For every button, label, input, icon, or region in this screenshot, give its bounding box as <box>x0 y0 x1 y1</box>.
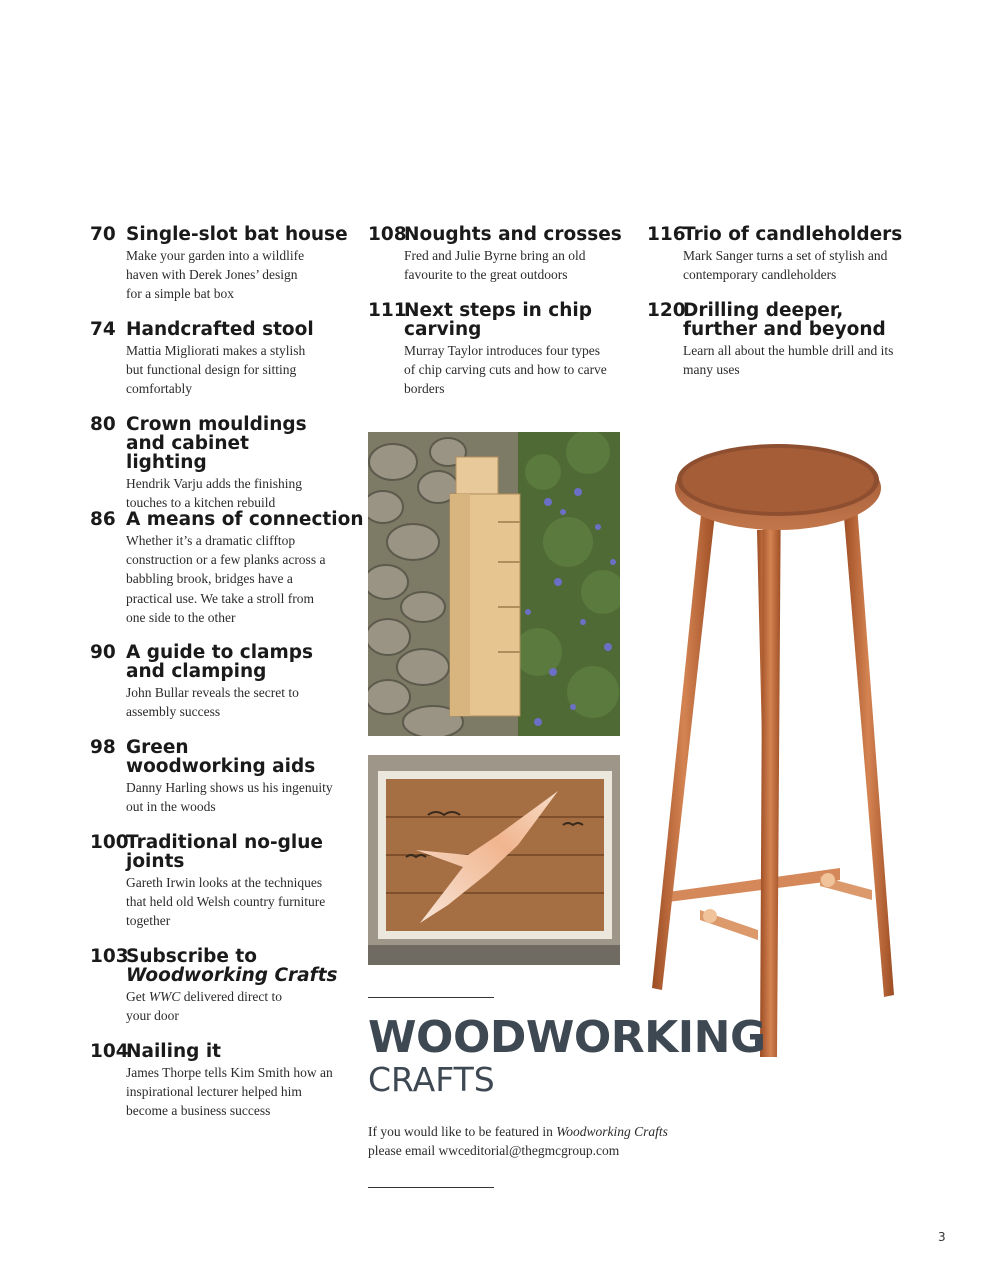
contents-entry-104 <box>90 1042 350 1121</box>
contents-entry-80 <box>90 415 350 512</box>
desc-text: Get <box>126 989 146 1004</box>
entry-description: Fred and Julie Byrne bring an old favourite to the great outdoors <box>404 248 586 283</box>
contents-entry-74 <box>90 320 350 399</box>
entry-page-number: 108 <box>368 224 407 245</box>
entry-title: Traditional no-glue joints <box>126 832 323 872</box>
entry-page-number: 100 <box>90 832 129 853</box>
entry-description: Learn all about the humble drill and its many uses <box>683 343 894 378</box>
entry-title: Handcrafted stool <box>126 319 314 340</box>
contents-entry-120 <box>647 301 927 379</box>
magazine-logo-crafts: CRAFTS <box>368 1060 495 1099</box>
entry-title: A means of connection <box>126 509 364 530</box>
contents-entry-103 <box>90 947 350 1025</box>
entry-page-number: 116 <box>647 224 686 245</box>
contents-entry-108 <box>368 225 638 284</box>
entry-page-number: 98 <box>90 737 116 758</box>
entry-page-number: 104 <box>90 1041 129 1062</box>
magazine-name: Woodworking Crafts <box>556 1124 668 1139</box>
contents-entry-98 <box>90 738 350 816</box>
entry-title: Trio of candleholders <box>683 224 903 245</box>
page-number: 3 <box>938 1230 946 1244</box>
contact-email-line: please email wwceditorial@thegmcgroup.com <box>368 1143 620 1159</box>
entry-page-number: 120 <box>647 300 686 321</box>
contents-entry-100 <box>90 833 350 931</box>
entry-title: Crown mouldings and cabinet lighting <box>126 414 307 473</box>
entry-title: Noughts and crosses <box>404 224 622 245</box>
magazine-abbreviation: WWC <box>148 989 181 1004</box>
entry-page-number: 74 <box>90 319 116 340</box>
entry-description: Gareth Irwin looks at the techniques that held old Welsh country furniture together <box>126 875 326 929</box>
contact-text: If you would like to be featured in <box>368 1124 553 1139</box>
entry-description: Mattia Migliorati makes a stylish but functional design for sitting comfortably <box>126 343 306 397</box>
entry-page-number: 70 <box>90 224 116 245</box>
bat-house-photo <box>368 432 620 736</box>
entry-description: Make your garden into a wildlife haven with Derek Jones’ design for a simple bat box <box>126 248 305 302</box>
contents-entry-116 <box>647 225 927 284</box>
entry-description: Hendrik Varju adds the finishing touches to a kitchen rebuild <box>126 476 302 511</box>
entry-description <box>126 987 306 1025</box>
entry-title: A guide to clamps and clamping <box>126 642 314 682</box>
contact-note <box>368 1122 698 1160</box>
entry-description: Murray Taylor introduces four types of chip carving cuts and how to carve borders <box>404 343 607 397</box>
contents-entry-111 <box>368 301 638 399</box>
entry-page-number: 90 <box>90 642 116 663</box>
entry-page-number: 111 <box>368 300 407 321</box>
entry-title: Single-slot bat house <box>126 224 348 245</box>
entry-description: Danny Harling shows us his ingenuity out in the woods <box>126 780 333 815</box>
contents-entry-90 <box>90 643 350 721</box>
entry-description: James Thorpe tells Kim Smith how an inspirational lecturer helped him become a business success <box>126 1065 333 1119</box>
desc-text: delivered direct to your door <box>126 989 282 1024</box>
entry-page-number: 86 <box>90 509 116 530</box>
entry-title: Nailing it <box>126 1041 222 1062</box>
magazine-logo-woodworking: WOODWORKING <box>368 1012 766 1063</box>
entry-page-number: 103 <box>90 946 129 967</box>
entry-page-number: 80 <box>90 414 116 435</box>
entry-description: Whether it’s a dramatic clifftop construction or a few planks across a babbling brook, bridges have a practical use. We take a stroll from one side to the other <box>126 533 326 625</box>
entry-title: Next steps in chip carving <box>404 300 593 340</box>
divider-bottom <box>368 1187 494 1188</box>
divider-top <box>368 997 494 998</box>
entry-description: Mark Sanger turns a set of stylish and contemporary candleholders <box>683 248 888 283</box>
contents-entry-70 <box>90 225 350 304</box>
entry-description: John Bullar reveals the secret to assembly success <box>126 685 299 720</box>
stool-photo <box>640 440 900 1060</box>
entry-title <box>126 947 350 985</box>
entry-title: Green woodworking aids <box>126 737 316 777</box>
seagull-wall-art-photo <box>368 755 620 965</box>
entry-title: Drilling deeper, further and beyond <box>683 300 886 340</box>
magazine-name: Woodworking Crafts <box>126 965 338 986</box>
contents-entry-86 <box>90 509 364 627</box>
entry-title-text: Subscribe to <box>126 946 257 967</box>
